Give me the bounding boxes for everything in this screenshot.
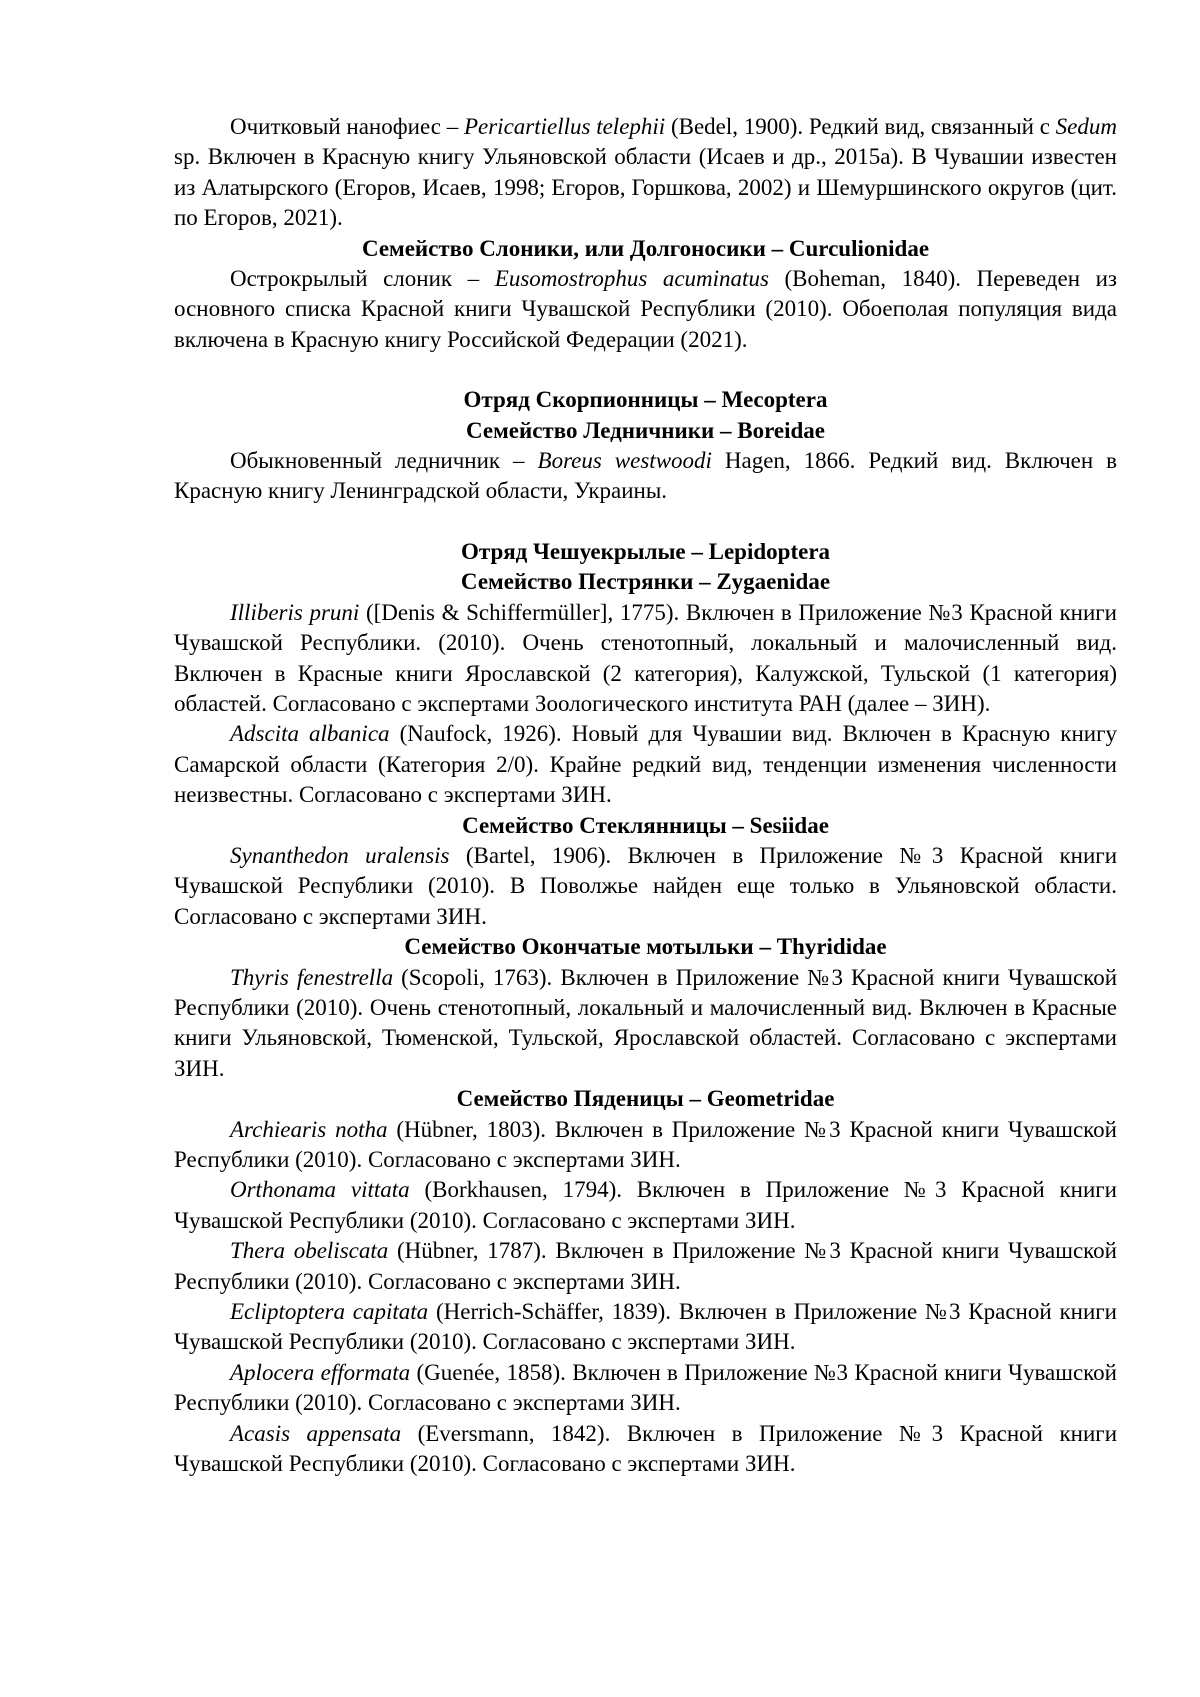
species-entry-pericartiellus (174, 112, 1117, 234)
species-latin-name: Archiearis notha (230, 1116, 388, 1142)
species-latin-name: Aplocera efformata (230, 1359, 411, 1385)
species-description: Hagen, 1866. Редкий вид. Включен в Красную книгу Ленинградской области, Украины. (174, 448, 1118, 504)
species-entry-boreus (174, 446, 1117, 507)
species-description: (Hübner, 1803). Включен в Приложение №3 Красной книги Чувашской Республики (2010). Согласовано с экспертами ЗИН. (174, 1116, 1117, 1172)
section-gap (174, 355, 1117, 385)
species-description: (Scopoli, 1763). Включен в Приложение №3 Красной книги Чувашской Республики (2010). Очень стенотопный, локальный и малочисленный вид. Включен в Красные книги Ульяновской, Тюменской, Тульской, Ярославской областей. Согласовано с экспертами ЗИН. (174, 964, 1117, 1081)
order-heading-lepidoptera: Отряд Чешуекрылые – Lepidoptera (460, 538, 831, 564)
species-entry-archiearis (174, 1115, 1117, 1176)
species-description: (Bartel, 1906). Включен в Приложение №3 Красной книги Чувашской Республики (2010). В Поволжье найден еще только в Ульяновской области. Согласовано с экспертами ЗИН. (174, 842, 1118, 929)
species-entry-thyris (174, 963, 1117, 1085)
genus-latin-name: Sedum (1055, 114, 1117, 139)
species-entry-thera (174, 1236, 1117, 1297)
family-heading-curculionidae: Семейство Слоники, или Долгоносики – Curculionidae (361, 235, 930, 261)
species-common-name: Очитковый нанофиес – (230, 114, 464, 139)
species-latin-name: Eusomostrophus acuminatus (494, 266, 769, 292)
species-description: (Eversmann, 1842). Включен в Приложение №3 Красной книги Чувашской Республики (2010). Согласовано с экспертами ЗИН. (174, 1420, 1118, 1477)
species-latin-name: Pericartiellus telephii (463, 114, 666, 139)
species-latin-name: Illiberis pruni (230, 599, 360, 625)
family-heading-boreidae: Семейство Ледничники – Boreidae (466, 417, 825, 443)
species-latin-name: Thyris fenestrella (230, 964, 394, 990)
species-description: (Naufock, 1926). Новый для Чувашии вид. Включен в Красную книгу Самарской области (Категория 2/0). Крайне редкий вид, тенденции изменения численности неизвестны. Согласовано с экспертами ЗИН. (174, 721, 1118, 808)
family-heading-thyrididae: Семейство Окончатые мотыльки – Thyrididae (404, 934, 887, 960)
species-description: (Hübner, 1787). Включен в Приложение №3 Красной книги Чувашской Республики (2010). Согласовано с экспертами ЗИН. (174, 1238, 1117, 1294)
species-common-name: Острокрылый слоник – (230, 266, 495, 292)
species-entry-adscita (174, 719, 1117, 810)
family-heading-sesiidae: Семейство Стеклянницы – Sesiidae (462, 812, 829, 838)
species-latin-name: Adscita albanica (230, 721, 390, 747)
family-heading-zygaenidae: Семейство Пестрянки – Zygaenidae (460, 569, 831, 595)
species-latin-name: Ecliptoptera capitata (230, 1299, 429, 1325)
species-entry-eusomostrophus (174, 264, 1117, 355)
species-entry-synanthedon (174, 841, 1117, 932)
species-latin-name: Orthonama vittata (230, 1177, 410, 1203)
species-description: (Boheman, 1840). Переведен из основного списка Красной книги Чувашской Республики (2010). Обоеполая популяция вида включена в Красную книгу Российской Федерации (2021). (174, 266, 1117, 352)
species-entry-acasis (174, 1419, 1117, 1480)
species-common-name: Обыкновенный ледничник – (230, 448, 538, 474)
family-heading-geometridae: Семейство Пяденицы – Geometridae (456, 1086, 835, 1112)
species-description: (Guenée, 1858). Включен в Приложение №3 Красной книги Чувашской Республики (2010). Согласовано с экспертами ЗИН. (174, 1359, 1117, 1416)
species-description: ([Denis & Schiffermüller], 1775). Включен в Приложение №3 Красной книги Чувашской Республики. (2010). Очень стенотопный, локальный и малочисленный вид. Включен в Красные книги Ярославской (2 категория), Калужской, Тульской (1 категория) областей. Согласовано с экспертами Зоологического института РАН (далее – ЗИН). (174, 599, 1117, 716)
order-heading-mecoptera: Отряд Скорпионницы – Mecoptera (463, 387, 828, 413)
species-entry-ecliptoptera (174, 1297, 1117, 1358)
species-description: sp. Включен в Красную книгу Ульяновской области (Исаев и др., 2015а). В Чувашии известен из Алатырского (Егоров, Исаев, 1998; Егоров, Горшкова, 2002) и Шемуршинского округов (цит. по Егоров, 2021). (174, 144, 1117, 231)
species-latin-name: Synanthedon uralensis (230, 842, 450, 868)
species-latin-name: Thera obeliscata (230, 1238, 389, 1264)
section-gap (174, 507, 1117, 537)
species-entry-orthonama (174, 1175, 1117, 1236)
species-latin-name: Boreus westwoodi (537, 448, 712, 474)
species-latin-name: Acasis appensata (230, 1420, 402, 1446)
species-description: (Bedel, 1900). Редкий вид, связанный с (665, 114, 1056, 139)
species-description: (Borkhausen, 1794). Включен в Приложение №3 Красной книги Чувашской Республики (2010). Согласовано с экспертами ЗИН. (174, 1177, 1117, 1233)
species-entry-aplocera (174, 1358, 1117, 1419)
page-content (174, 112, 1117, 1479)
species-description: (Herrich-Schäffer, 1839). Включен в Приложение №3 Красной книги Чувашской Республики (2010). Согласовано с экспертами ЗИН. (174, 1299, 1117, 1355)
species-entry-illiberis (174, 598, 1117, 720)
